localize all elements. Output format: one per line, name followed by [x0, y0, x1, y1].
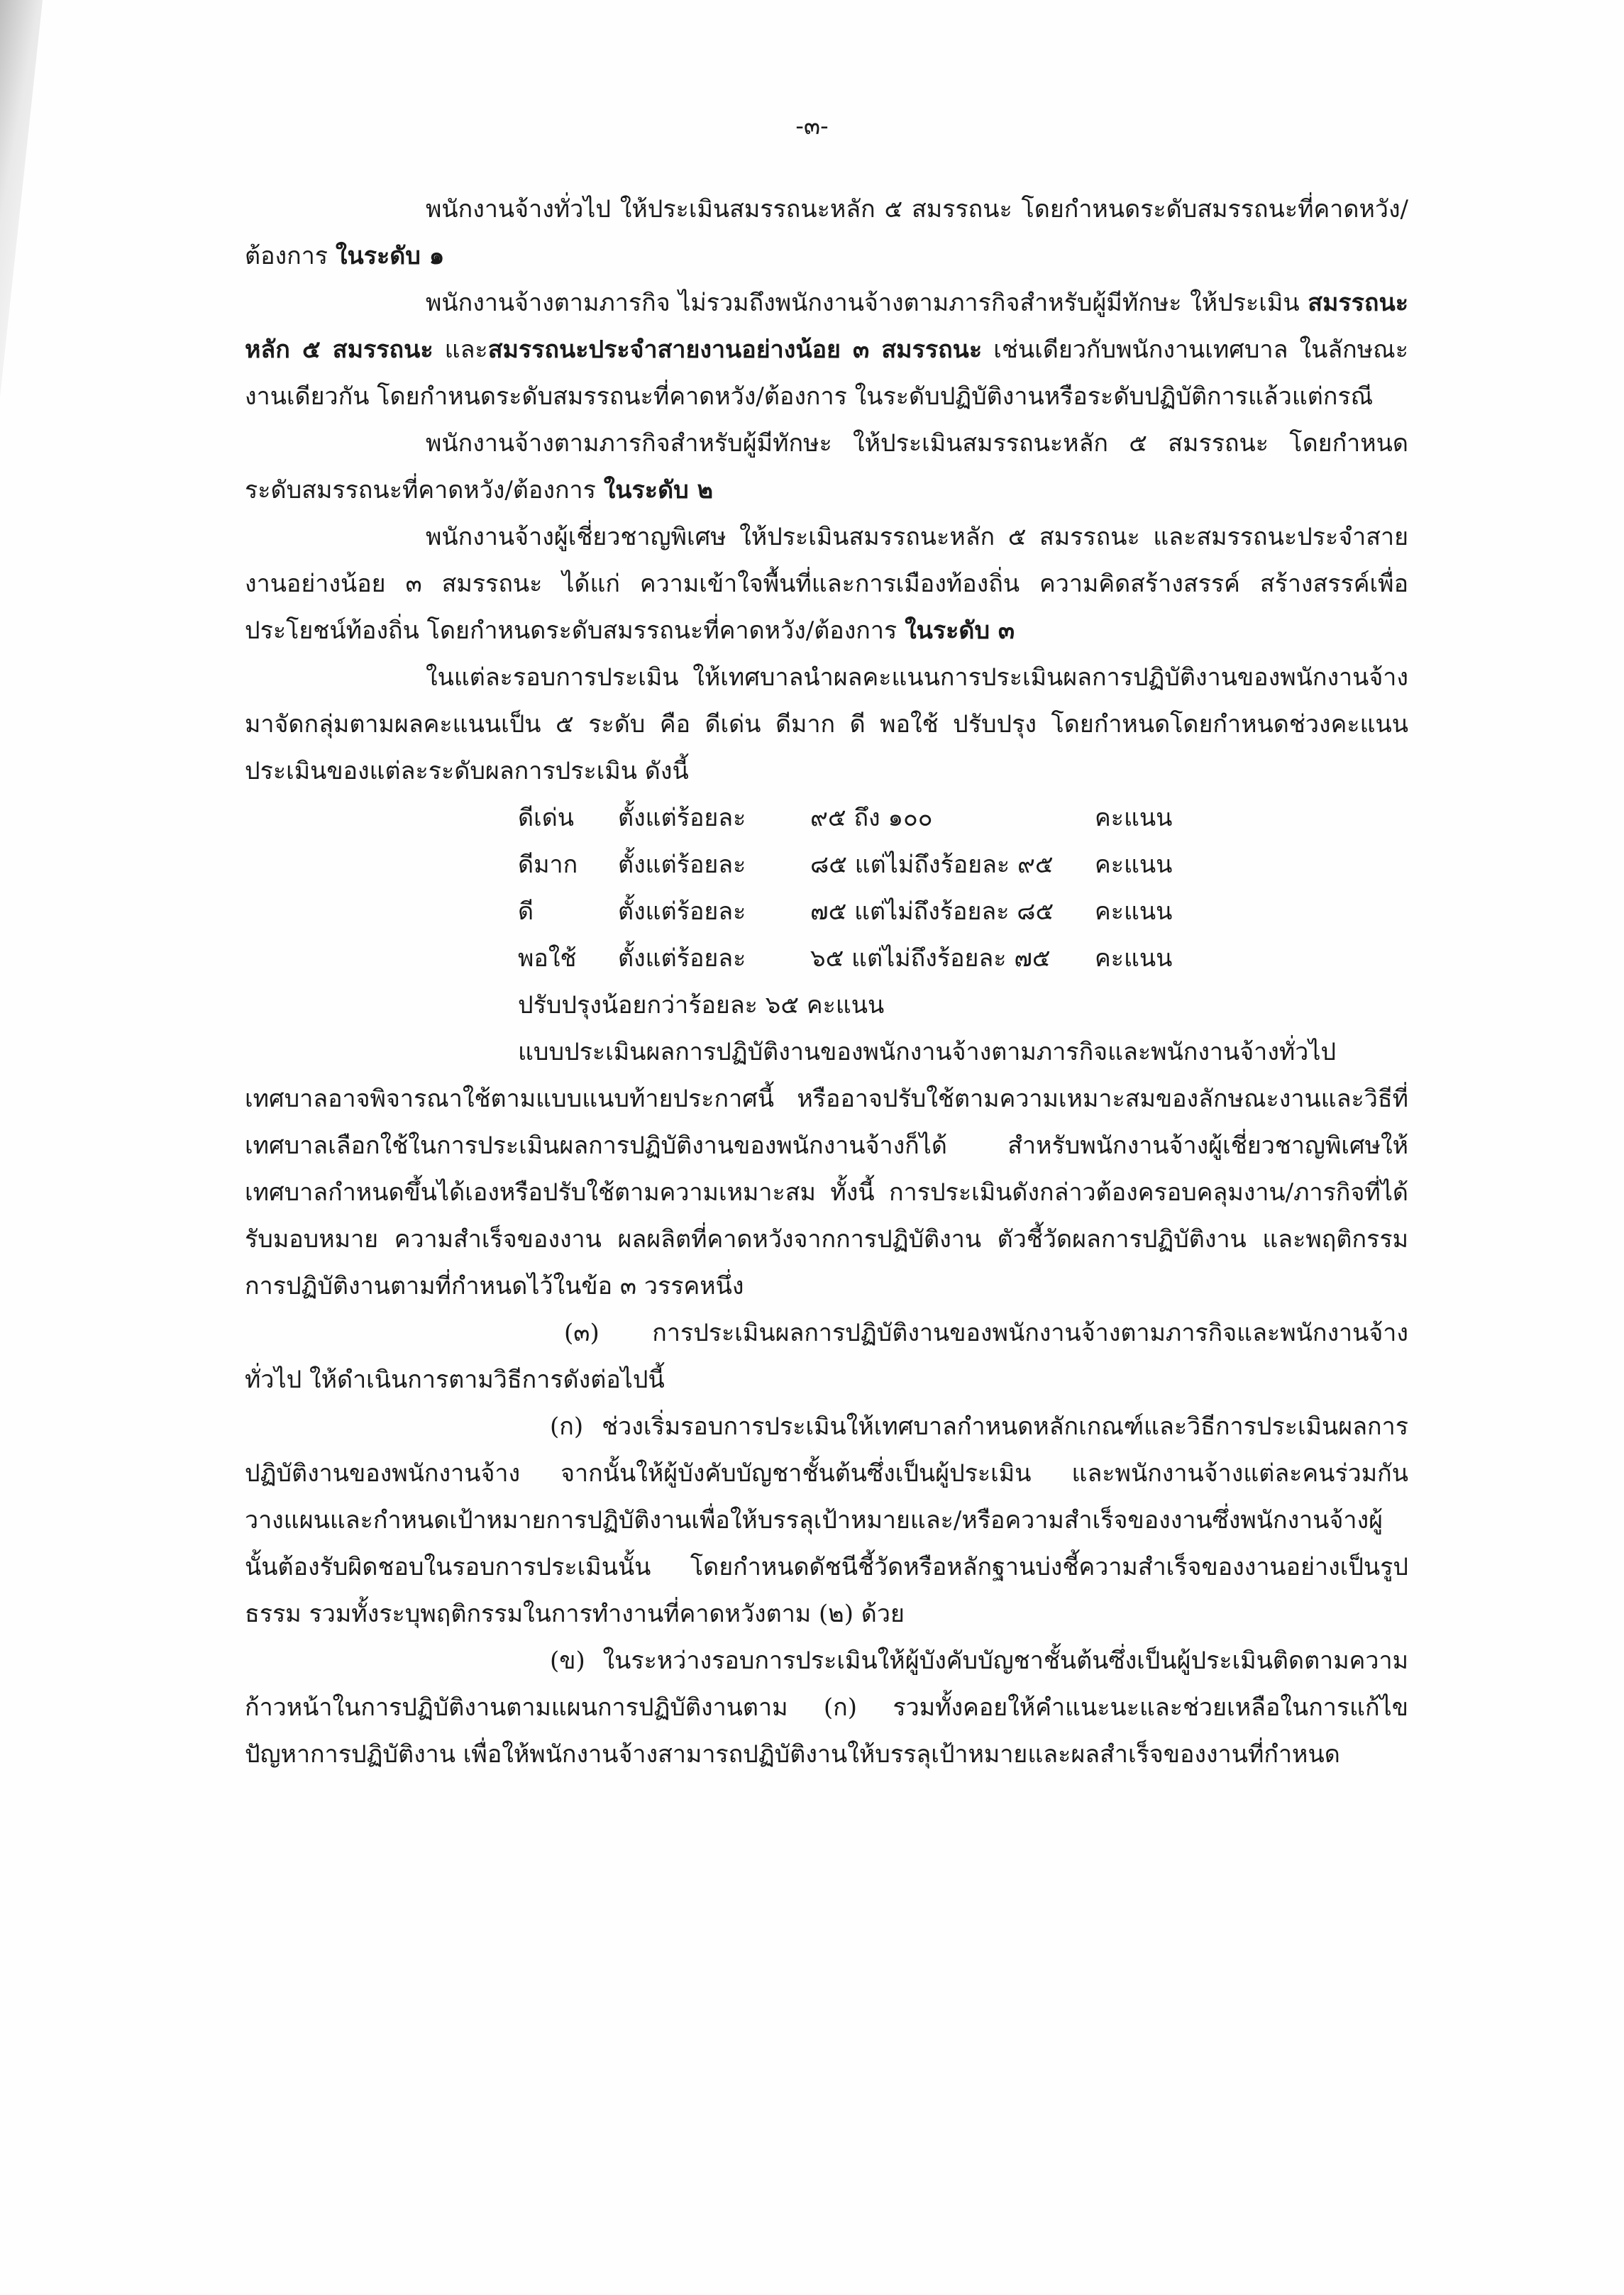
functional-competency-emphasis: สมรรถนะประจำสายงานอย่างน้อย ๓ สมรรถนะ	[487, 336, 983, 364]
table-row	[518, 888, 1183, 935]
paragraph-clause-kho	[245, 1637, 1408, 1778]
score-level: ดีมาก	[518, 851, 578, 879]
score-level: พอใช้	[518, 944, 577, 973]
level-emphasis: ในระดับ ๓	[905, 616, 1015, 645]
table-row	[518, 982, 1183, 1029]
score-level: ดี	[518, 897, 534, 926]
paragraph-evaluation-form	[245, 1029, 1408, 1310]
table-row	[518, 841, 1183, 888]
score-unit: คะแนน	[1095, 851, 1173, 879]
paragraph-text: พนักงานจ้างตามภารกิจสำหรับผู้มีทักษะ ให้ประเมินสมรรถนะหลัก ๕ สมรรถนะ โดยกำหนดระดับสมรรถนะที่คาดหวัง/ต้องการ	[245, 429, 1408, 504]
paragraph-score-grouping	[245, 654, 1408, 795]
score-unit: คะแนน	[1095, 804, 1173, 832]
score-unit: คะแนน	[1095, 944, 1173, 973]
score-range: ๘๕ แต่ไม่ถึงร้อยละ ๙๕	[810, 851, 1054, 879]
paragraph-text: แบบประเมินผลการปฏิบัติงานของพนักงานจ้างตามภารกิจและพนักงานจ้างทั่วไปเทศบาลอาจพิจารณาใช้ตามแบบแนบท้ายประกาศนี้ หรืออาจปรับใช้ตามความเหมาะสมของลักษณะงานและวิธีที่เทศบาลเลือกใช้ในการประเมินผลการปฏิบัติงานของพนักงานจ้างก็ได้ สำหรับพนักงานจ้างผู้เชี่ยวชาญพิเศษให้เทศบาลกำหนดขึ้นได้เองหรือปรับใช้ตามความเหมาะสม ทั้งนี้ การประเมินดังกล่าวต้องครอบคลุมงาน/ภารกิจที่ได้รับมอบหมาย ความสำเร็จของงาน ผลผลิตที่คาดหวังจากการปฏิบัติงาน ตัวชี้วัดผลการปฏิบัติงาน และพฤติกรรมการปฏิบัติงานตามที่กำหนดไว้ในข้อ ๓ วรรคหนึ่ง	[245, 1038, 1408, 1300]
paragraph-text: พนักงานจ้างผู้เชี่ยวชาญพิเศษ ให้ประเมินสมรรถนะหลัก ๕ สมรรถนะ และสมรรถนะประจำสายงานอย่างน้อย ๓ สมรรถนะ ได้แก่ ความเข้าใจพื้นที่และการเมืองท้องถิ่น ความคิดสร้างสรรค์ สร้างสรรค์เพื่อประโยชน์ท้องถิ่น โดยกำหนดระดับสมรรถนะที่คาดหวัง/ต้องการ	[245, 523, 1408, 645]
paragraph-skilled-staff	[245, 420, 1408, 514]
paragraph-clause-ka	[245, 1403, 1408, 1637]
level-emphasis: ในระดับ ๑	[335, 242, 445, 270]
document-body	[245, 186, 1408, 1778]
score-range: ๖๕ แต่ไม่ถึงร้อยละ ๗๕	[810, 944, 1051, 973]
score-range: ๗๕ แต่ไม่ถึงร้อยละ ๘๕	[810, 897, 1054, 926]
score-from: ตั้งแต่ร้อยละ	[618, 897, 746, 926]
paragraph-text: พนักงานจ้างทั่วไป ให้ประเมินสมรรถนะหลัก ๕ สมรรถนะ โดยกำหนดระดับสมรรถนะที่คาดหวัง/ต้องการ	[245, 195, 1408, 270]
page-number: -๓-	[795, 112, 829, 140]
paragraph-clause-3	[245, 1310, 1408, 1403]
score-from: ตั้งแต่ร้อยละ	[618, 944, 746, 973]
paragraph-text: (ข) ในระหว่างรอบการประเมินให้ผู้บังคับบัญชาชั้นต้นซึ่งเป็นผู้ประเมินติดตามความก้าวหน้าในการปฏิบัติงานตามแผนการปฏิบัติงานตาม (ก) รวมทั้งคอยให้คำแนะนะและช่วยเหลือในการแก้ไขปัญหาการปฏิบัติงาน เพื่อให้พนักงานจ้างสามารถปฏิบัติงานให้บรรลุเป้าหมายและผลสำเร็จของงานที่กำหนด	[245, 1647, 1408, 1769]
score-from: ตั้งแต่ร้อยละ	[618, 851, 746, 879]
paragraph-mission-staff	[245, 280, 1408, 420]
score-level: ดีเด่น	[518, 804, 575, 832]
score-improve: ปรับปรุงน้อยกว่าร้อยละ ๖๕ คะแนน	[518, 991, 885, 1019]
paragraph-text: (๓) การประเมินผลการปฏิบัติงานของพนักงานจ้างตามภารกิจและพนักงานจ้างทั่วไป ให้ดำเนินการตามวิธีการดังต่อไปนี้	[245, 1319, 1408, 1394]
paragraph-expert-staff	[245, 514, 1408, 654]
paragraph-text: และ	[433, 336, 488, 364]
score-from: ตั้งแต่ร้อยละ	[618, 804, 746, 832]
paragraph-text: (ก) ช่วงเริ่มรอบการประเมินให้เทศบาลกำหนดหลักเกณฑ์และวิธีการประเมินผลการปฏิบัติงานของพนักงานจ้าง จากนั้นให้ผู้บังคับบัญชาชั้นต้นซึ่งเป็นผู้ประเมิน และพนักงานจ้างแต่ละคนร่วมกันวางแผนและกำหนดเป้าหมายการปฏิบัติงานเพื่อให้บรรลุเป้าหมายและ/หรือความสำเร็จของงานซึ่งพนักงานจ้างผู้นั้นต้องรับผิดชอบในรอบการประเมินนั้น โดยกำหนดดัชนีชี้วัดหรือหลักฐานบ่งชี้ความสำเร็จของงานอย่างเป็นรูปธรรม รวมทั้งระบุพฤติกรรมในการทำงานที่คาดหวังตาม (๒) ด้วย	[245, 1412, 1408, 1628]
score-level-table	[518, 795, 1183, 1029]
paragraph-general-staff	[245, 186, 1408, 280]
paragraph-text: ในแต่ละรอบการประเมิน ให้เทศบาลนำผลคะแนนการประเมินผลการปฏิบัติงานของพนักงานจ้างมาจัดกลุ่มตามผลคะแนนเป็น ๕ ระดับ คือ ดีเด่น ดีมาก ดี พอใช้ ปรับปรุง โดยกำหนดโดยกำหนดช่วงคะแนนประเมินของแต่ละระดับผลการประเมิน ดังนี้	[245, 663, 1408, 785]
table-row	[518, 935, 1183, 982]
paragraph-text: พนักงานจ้างตามภารกิจ ไม่รวมถึงพนักงานจ้างตามภารกิจสำหรับผู้มีทักษะ ให้ประเมิน	[426, 289, 1308, 317]
level-emphasis: ในระดับ ๒	[603, 476, 713, 504]
table-row	[518, 795, 1183, 841]
score-unit: คะแนน	[1095, 897, 1173, 926]
paragraph-text: เช่นเดียวกับพนักงานเทศบาล ในลักษณะงานเดียวกัน โดยกำหนดระดับสมรรถนะที่คาดหวัง/ต้องการ ในระดับปฏิบัติงานหรือระดับปฏิบัติการแล้วแต่กรณี	[245, 336, 1408, 411]
core-competency-emphasis: สมรรถนะหลัก ๕ สมรรถนะ	[245, 289, 1408, 364]
scan-corner-shadow	[0, 0, 43, 397]
score-range: ๙๕ ถึง ๑๐๐	[810, 804, 933, 832]
